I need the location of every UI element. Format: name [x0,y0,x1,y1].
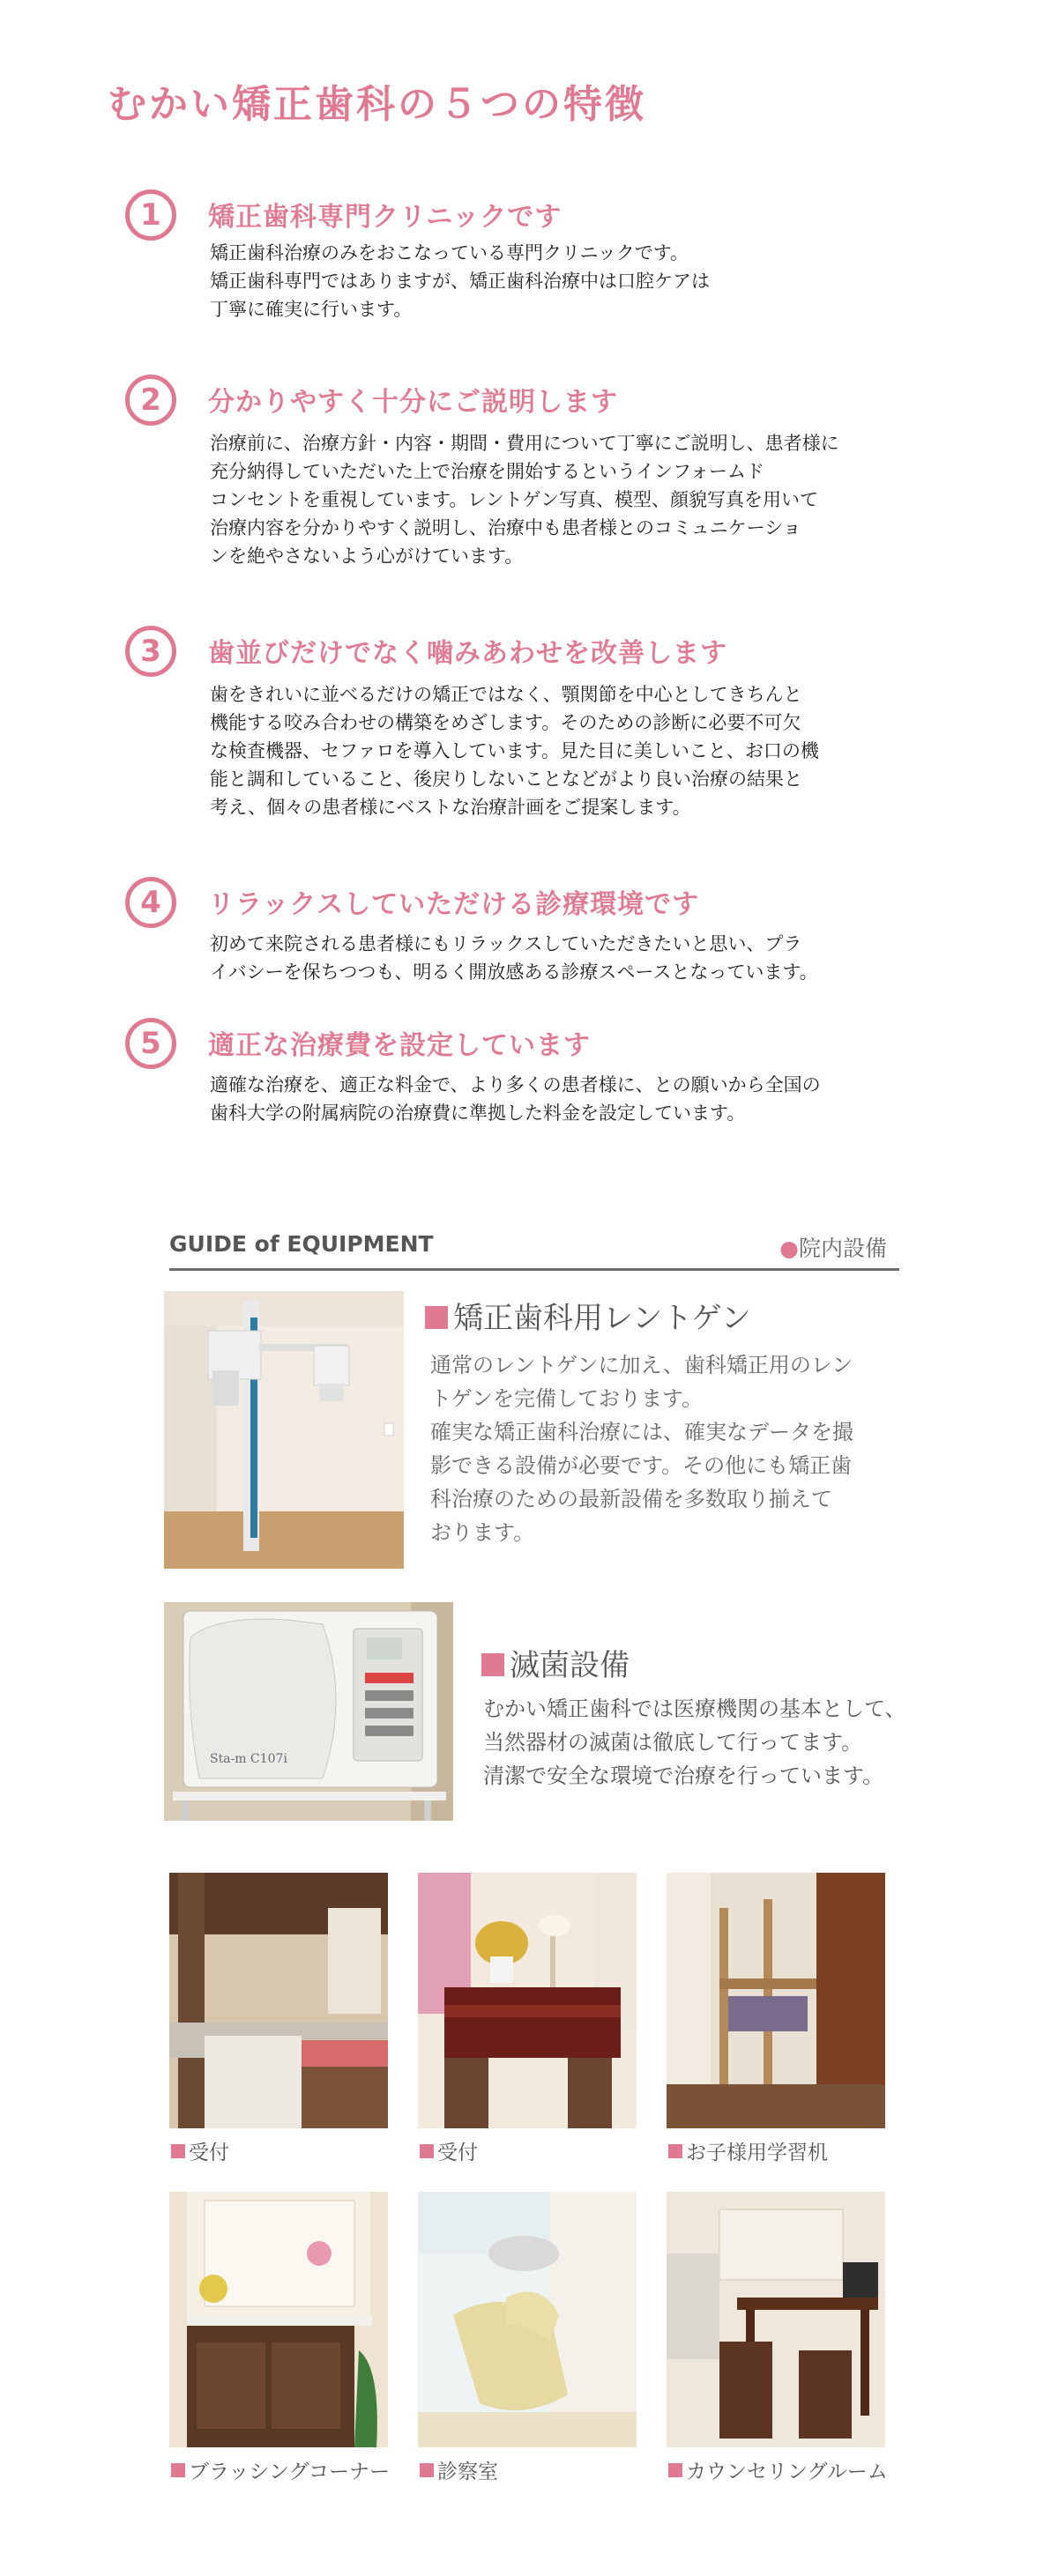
bullet-dot-icon: ● [779,1236,799,1261]
kids-desk-photo [667,1873,885,2128]
gallery-caption-counseling-room: カウンセリングルーム [668,2455,888,2484]
guide-subtitle: ●院内設備 [779,1236,887,1261]
gallery-caption-brushing-corner: ブラッシングコーナー [171,2455,390,2484]
feature-number-4: 4 [125,877,176,928]
sterilizer-description: むかい矯正歯科では医療機関の基本として、 当然器材の滅菌は徹底して行ってます。 清潔で安全な環境で治療を行っています。 [483,1696,906,1788]
feature-number-1: 1 [125,189,176,241]
gallery-caption-exam-room: 診察室 [420,2455,498,2484]
feature-title-3: 歯並びだけでなく噛みあわせを改善します [208,638,727,669]
exam-room-photo [418,2192,637,2447]
feature-title-2: 分かりやすく十分にご説明します [208,387,618,418]
sterilizer-model-label: Sta-m C107i [210,1752,287,1766]
reception-photo-2 [418,1873,637,2128]
square-bullet-icon [420,2144,434,2158]
feature-body-4: 初めて来院される患者様にもリラックスしていただきたいと思い、プラ イバシーを保ちつつも、明るく開放感ある診療スペースとなっています。 [210,933,818,983]
guide-header [169,1229,899,1271]
square-bullet-icon [171,2463,185,2477]
gallery-caption-kids-desk: お子様用学習机 [668,2136,828,2165]
guide-title: GUIDE of EQUIPMENT [169,1231,434,1257]
gallery-caption-reception-2: 受付 [420,2136,478,2165]
feature-title-5: 適正な治療費を設定しています [208,1030,591,1061]
feature-body-1: 矯正歯科治療のみをおこなっている専門クリニックです。 矯正歯科専門ではありますが、矯正歯科治療中は口腔ケアは 丁寧に確実に行います。 [210,242,710,320]
square-bullet-icon [420,2463,434,2477]
xray-room-photo [164,1291,404,1569]
square-bullet-icon [668,2463,682,2477]
feature-body-3: 歯をきれいに並べるだけの矯正ではなく、顎関節を中心としてきちんと 機能する咬み合わせの構築をめざします。そのための診断に必要不可欠 な検査機器、セファロを導入しています。見た目に美しいこと、お口の機 能と調和していること、後戻りしないことなどがより良い治療の結果と 考え、個々の患者様にベストな治療計画をご提案します。 [210,684,819,818]
square-bullet-icon [481,1653,504,1676]
feature-body-2: 治療前に、治療方針・内容・期間・費用について丁寧にご説明し、患者様に 充分納得していただいた上で治療を開始するというインフォームド コンセントを重視しています。レントゲン写真、模型、顔貌写真を用いて 治療内容を分かりやすく説明し、治療中も患者様とのコミュニケーショ ンを絶やさないよう心がけています。 [210,433,839,567]
counseling-room-photo [667,2192,885,2447]
feature-title-1: 矯正歯科専門クリニックです [208,202,563,233]
page-title: むかい矯正歯科の５つの特徴 [108,82,646,127]
feature-number-5: 5 [125,1018,176,1069]
brushing-corner-photo [169,2192,388,2447]
feature-body-5: 適確な治療を、適正な料金で、より多くの患者様に、との願いから全国の 歯科大学の附属病院の治療費に準拠した料金を設定しています。 [210,1074,821,1124]
square-bullet-icon [425,1306,448,1329]
feature-number-2: 2 [125,375,176,426]
feature-title-4: リラックスしていただける診療環境です [208,889,700,920]
sterilizer-photo [164,1602,453,1821]
sterilizer-title: 滅菌設備 [481,1641,630,1684]
xray-description: 通常のレントゲンに加え、歯科矯正用のレン トゲンを完備しております。 確実な矯正歯科治療には、確実なデータを撮 影できる設備が必要です。その他にも矯正歯 科治療のための最新設備を多数取り揃えて おります。 [430,1353,853,1545]
feature-number-3: 3 [125,626,176,677]
gallery-caption-reception-1: 受付 [171,2136,229,2165]
square-bullet-icon [668,2144,682,2158]
xray-title: 矯正歯科用レントゲン [425,1294,751,1337]
square-bullet-icon [171,2144,185,2158]
reception-photo-1 [169,1873,388,2128]
